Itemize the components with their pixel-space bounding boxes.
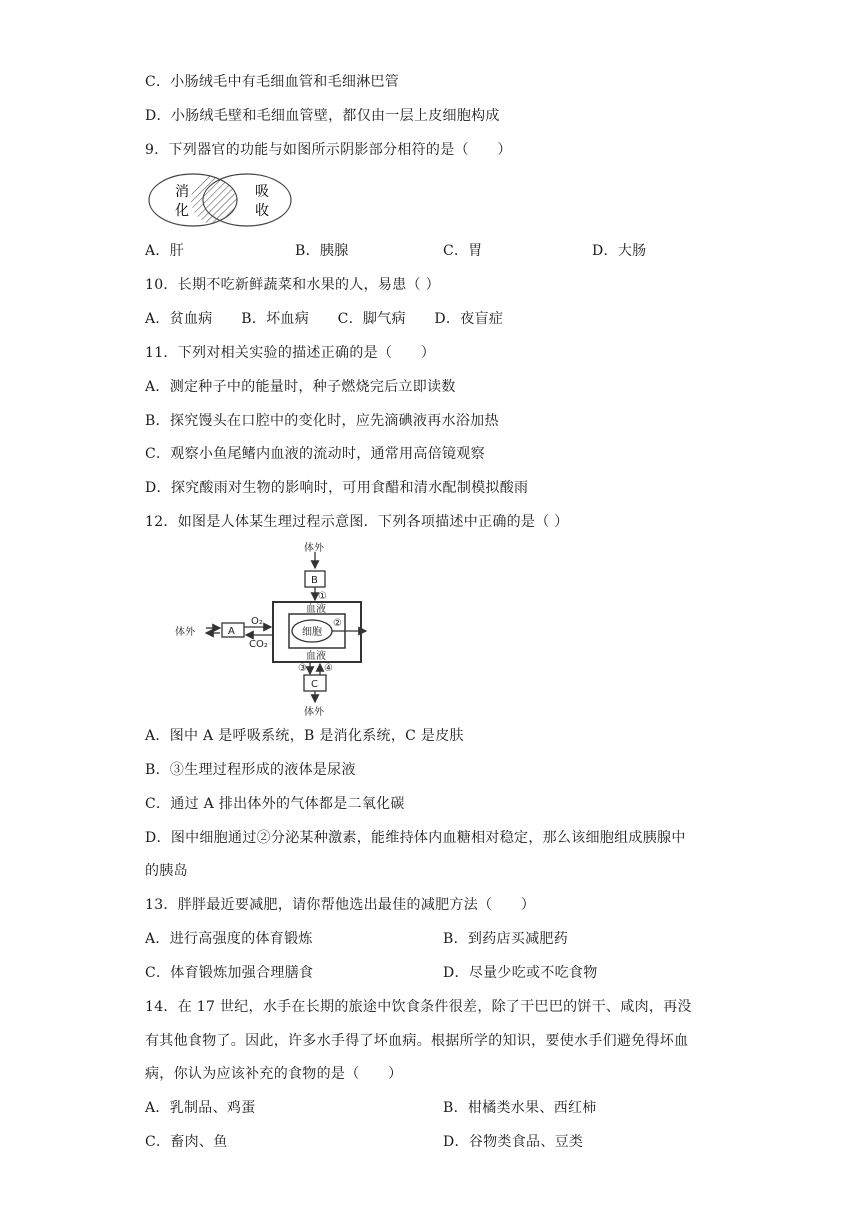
venn-right-char-2: 收 — [255, 203, 269, 219]
label-outside-left: 体外 — [175, 627, 195, 638]
label-circle-4: ④ — [324, 663, 333, 674]
label-a: A — [228, 626, 235, 637]
q14-stem-line3: 病，你认为应该补充的食物的是（ ） — [145, 1066, 403, 1082]
q10-stem: 10．长期不吃新鲜蔬菜和水果的人，易患（ ） — [145, 277, 440, 293]
q10-options: A．贫血病 B．坏血病 C．脚气病 D．夜盲症 — [145, 311, 504, 327]
q11-option-c: C．观察小鱼尾鳍内血液的流动时，通常用高倍镜观察 — [145, 446, 485, 462]
label-o2: O₂ — [251, 616, 263, 627]
q14-option-c: C．畜肉、鱼 — [145, 1134, 228, 1150]
label-co2: CO₂ — [249, 639, 268, 650]
label-cell: 细胞 — [302, 627, 322, 638]
q13-option-d: D．尽量少吃或不吃食物 — [443, 965, 598, 981]
q14-option-b: B．柑橘类水果、西红柿 — [443, 1100, 597, 1116]
venn-left-char-2: 化 — [175, 203, 189, 219]
q14-option-d: D．谷物类食品、豆类 — [443, 1134, 584, 1150]
q8-option-d: D．小肠绒毛壁和毛细血管壁，都仅由一层上皮细胞构成 — [145, 108, 500, 124]
q14-stem-line1: 14．在 17 世纪，水手在长期的旅途中饮食条件很差，除了干巴巴的饼干、咸肉，再没 — [145, 999, 692, 1015]
physiology-diagram — [170, 540, 380, 720]
venn-diagram — [145, 170, 295, 230]
q14-stem-line2: 有其他食物了。因此，许多水手得了坏血病。根据所学的知识，要使水手们避免得坏血 — [145, 1033, 689, 1049]
q9-option-b: B．胰腺 — [295, 243, 349, 259]
q13-option-a: A．进行高强度的体育锻炼 — [145, 931, 313, 947]
label-blood-bottom: 血液 — [306, 651, 326, 662]
q11-option-d: D．探究酸雨对生物的影响时，可用食醋和清水配制模拟酸雨 — [145, 480, 529, 496]
q11-option-b: B．探究馒头在口腔中的变化时，应先滴碘液再水浴加热 — [145, 413, 499, 429]
q9-option-a: A．肝 — [145, 243, 185, 259]
label-outside-top: 体外 — [304, 543, 324, 554]
q12-stem: 12．如图是人体某生理过程示意图．下列各项描述中正确的是（ ） — [145, 514, 569, 530]
q12-option-d-line1: D．图中细胞通过②分泌某种激素，能维持体内血糖相对稳定，那么该细胞组成胰腺中 — [145, 830, 686, 846]
q12-option-d-line2: 的胰岛 — [145, 863, 188, 879]
q9-option-d: D．大肠 — [592, 243, 647, 259]
q9-stem: 9．下列器官的功能与如图所示阴影部分相符的是（ ） — [145, 142, 512, 158]
label-circle-2: ② — [333, 618, 342, 629]
label-c: C — [311, 679, 318, 690]
q13-option-b: B．到药店买减肥药 — [443, 931, 568, 947]
q11-stem: 11．下列对相关实验的描述正确的是（ ） — [145, 345, 436, 361]
q11-option-a: A．测定种子中的能量时，种子燃烧完后立即读数 — [145, 379, 456, 395]
label-blood-top: 血液 — [306, 604, 326, 615]
venn-left-char-1: 消 — [175, 184, 189, 200]
label-circle-1: ① — [318, 591, 327, 602]
q13-option-c: C．体育锻炼加强合理膳食 — [145, 965, 314, 981]
q8-option-c: C．小肠绒毛中有毛细血管和毛细淋巴管 — [145, 74, 400, 90]
venn-right-char-1: 吸 — [255, 184, 269, 200]
q12-option-b: B．③生理过程形成的液体是尿液 — [145, 762, 356, 778]
q12-option-a: A．图中 A 是呼吸系统，B 是消化系统，C 是皮肤 — [145, 728, 464, 744]
label-circle-3: ③ — [298, 663, 307, 674]
q12-option-c: C．通过 A 排出体外的气体都是二氧化碳 — [145, 796, 405, 812]
q14-option-a: A．乳制品、鸡蛋 — [145, 1100, 256, 1116]
label-outside-bottom: 体外 — [304, 707, 324, 718]
q13-stem: 13．胖胖最近要减肥，请你帮他选出最佳的减肥方法（ ） — [145, 897, 536, 913]
q9-option-c: C．胃 — [443, 243, 483, 259]
venn-overlap-hatched — [191, 174, 249, 226]
label-b: B — [311, 575, 318, 586]
